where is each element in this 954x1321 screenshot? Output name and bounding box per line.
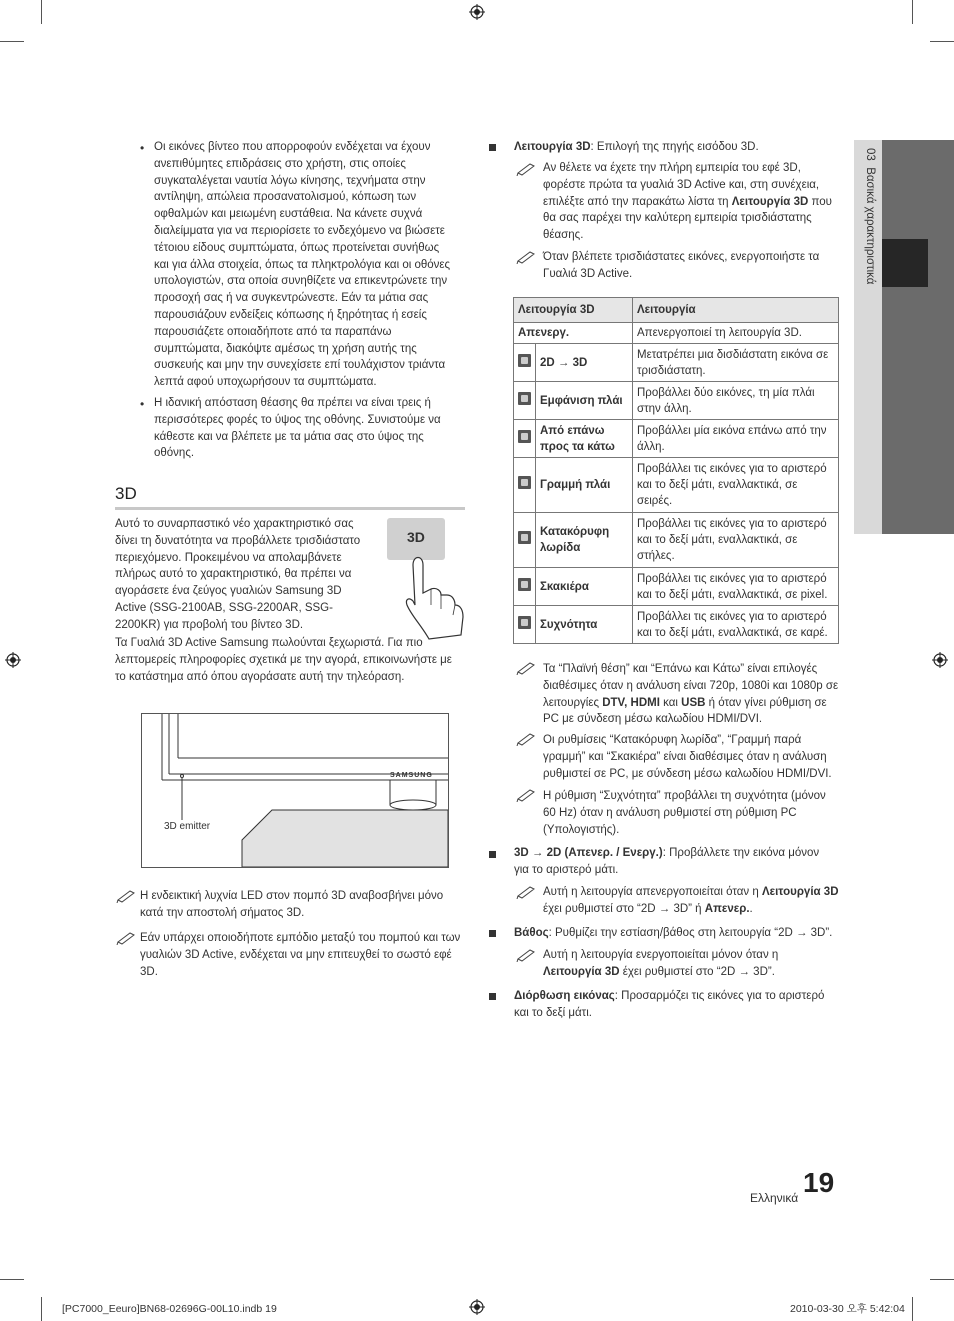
table-row: [514, 606, 839, 644]
note-text-part: .: [749, 902, 753, 915]
note-text-part: και: [659, 696, 682, 709]
table-cell-mode: Απενεργ.: [514, 323, 633, 344]
bullet-paragraph: Η ιδανική απόσταση θέασης θα πρέπει να είναι τρεις ή περισσότερες φορές το ύψος της οθόνης. Συνιστούμε να κάθεστε και να βλέπετε με τα μάτια σας στο ύψος της οθόνης.: [154, 397, 441, 460]
square-bullet-icon: [489, 144, 496, 151]
intro-paragraph-2: Τα Γυαλιά 3D Active Samsung πωλούνται ξεχωριστά. Για πιο λεπτομερείς πληροφορίες σχετικά με την αγορά, επικοινωνήστε με το κατάστημα από όπου αγοράσατε αυτή την τηλεόραση.: [115, 637, 452, 683]
menu-item-depth: [514, 925, 840, 942]
menu-item-text: : Προσαρμόζει τις εικόνες για το αριστερό και το δεξί μάτι.: [514, 990, 825, 1019]
menu-item-label: Διόρθωση εικόνας: [514, 990, 615, 1002]
table-header-cell: Λειτουργία 3D: [514, 298, 633, 323]
note-text-bold: Απενερ.: [704, 902, 750, 915]
note-text: Οι ρυθμίσεις “Κατακόρυφη λωρίδα”, “Γραμμή παρά γραμμή” και “Σκακιέρα” είναι διαθέσιμες όταν η ανάλυση ρυθμιστεί σε PC, με σύνδεση μέσω καλωδίου HDMI/DVI.: [543, 734, 832, 780]
crop-mark: [930, 41, 954, 42]
print-file-info: [PC7000_Eeuro]BN68-02696G-00L10.indb 19: [62, 1303, 277, 1315]
note-icon: [516, 661, 538, 675]
crop-mark: [930, 1279, 954, 1280]
square-bullet-icon: [489, 851, 496, 858]
table-row: [514, 568, 839, 606]
table-cell-desc: Προβάλλει τις εικόνες για το αριστερό και το δεξί μάτι, εναλλακτικά, σε καρέ.: [633, 606, 839, 644]
bullet-paragraph: Οι εικόνες βίντεο που απορροφούν ενδέχεται να έχουν ανεπιθύμητες επιδράσεις στο χρήστη, στις οποίες συγκαταλέγεται ναυτία λόγω κίνησης, τεχνήματα στην αντίληψη, απώλεια προσανατολισμού, κόπωση των οφθαλμών και μειωμένη ευστάθεια. Να κάνετε συχνά διαλείμματα για να περιορίσετε το ενδεχόμενο να βιώσετε τέτοιου είδους συμπτώματα, όπως προτείνεται συνήθως και για άλλα στοιχεία, όπως τα πληκτρολόγια και οι οθόνες υπολογιστών, στα οποία συνηθίζετε να επικεντρώνετε την προσοχή σας ή να συγκεντρώνεστε. Εάν τα μάτια σας παρουσιάζουν ενδείξεις κόπωσης ή ξηρότητας ή εσείς παρουσιάζετε οποιαδήποτε από τα παραπάνω συμπτώματα, διακόψτε αμέσως τη χρήση αυτής της συσκευής και μην την συνεχίσετε επί τουλάχιστον τριάντα λεπτά αφού υποχωρήσουν τα συμπτώματα.: [154, 141, 451, 389]
note-icon: [516, 732, 538, 746]
table-cell-desc: Προβάλλει τις εικόνες για το αριστερό και το δεξί μάτι, εναλλακτικά, σε στήλες.: [633, 513, 839, 568]
note-icon: [516, 250, 538, 264]
tv-brand-logo: SAMSUNG: [390, 772, 433, 779]
page-number: 19: [803, 1167, 835, 1198]
table-cell-mode: Γραμμή πλάι: [536, 458, 633, 513]
square-bullet-icon: [489, 993, 496, 1000]
note-icon: [116, 889, 138, 903]
page-language: Ελληνικά: [750, 1191, 799, 1205]
square-bullet-icon: [489, 930, 496, 937]
note-text-part: ή όταν γίνει ρύθμιση σε PC με σύνδεση μέσω καλωδίου HDMI/DVI.: [543, 696, 827, 726]
menu-item-text: : Προβάλλετε την εικόνα μόνον για το αριστερό μάτι.: [514, 847, 820, 876]
note-text-bold: Λειτουργία 3D: [731, 195, 809, 208]
side-by-side-icon: [518, 392, 531, 405]
note-text: Εάν υπάρχει οποιοδήποτε εμπόδιο μεταξύ του πομπού και των γυαλιών 3D Active, ενδέχεται να μην επιτευχθεί το σωστό εφέ 3D.: [140, 932, 461, 978]
section-divider: [115, 507, 465, 510]
3d-mode-table: [513, 297, 839, 644]
table-row: [514, 323, 839, 344]
checkerboard-icon: [518, 578, 531, 591]
note-text: Όταν βλέπετε τρισδιάστατες εικόνες, ενεργοποιήστε τα Γυαλιά 3D Active.: [543, 251, 820, 280]
2d-to-3d-icon: [518, 354, 531, 367]
menu-item-3d-to-2d: [514, 845, 834, 879]
crop-mark: [41, 1297, 42, 1321]
note-text-part: έχει ρυθμιστεί στο “2D → 3D”.: [619, 965, 775, 978]
menu-item-text: : Ρυθμίζει την εστίαση/βάθος στη λειτουργία “2D → 3D”.: [548, 927, 833, 939]
note-text-part: έχει ρυθμιστεί στο “2D → 3D” ή: [543, 902, 705, 915]
note-icon: [516, 885, 538, 899]
note-text: [543, 160, 840, 244]
crop-mark: [912, 0, 913, 24]
note-text-part: Αν θέλετε να έχετε την πλήρη εμπειρία του εφέ 3D, φορέστε πρώτα τα γυαλιά 3D Active και, στη συνέχεια, επιλέξτε από την παρακάτω λίστα τη: [543, 162, 820, 208]
tv-illustration: [142, 714, 448, 867]
mode-heading-text: : Επιλογή της πηγής εισόδου 3D.: [590, 141, 759, 153]
emitter-label: 3D emitter: [164, 821, 211, 832]
crop-mark: [41, 0, 42, 24]
note-text-part: Τα “Πλαϊνή θέση” και “Επάνω και Κάτω” είναι επιλογές διαθέσιμες όταν η ανάλυση είναι 720p, 1080i και 1080p σε λειτουργίες: [543, 663, 839, 709]
line-by-line-icon: [518, 476, 531, 489]
note-icon: [116, 931, 138, 945]
table-row: [514, 344, 839, 382]
table-row: [514, 382, 839, 420]
table-cell-desc: Προβάλλει τις εικόνες για το αριστερό και το δεξί μάτι, εναλλακτικά, σε σειρές.: [633, 458, 839, 513]
frequency-icon: [518, 616, 531, 629]
3d-button-illustration: [385, 515, 470, 643]
bullet-icon: •: [140, 397, 145, 411]
registration-mark-icon: [469, 1299, 485, 1315]
crop-mark: [912, 1297, 913, 1321]
table-row: [514, 458, 839, 513]
print-timestamp: 2010-03-30 오후 5:42:04: [790, 1303, 905, 1315]
vertical-stripe-icon: [518, 531, 531, 544]
table-header-cell: Λειτουργία: [633, 298, 839, 323]
top-bottom-icon: [518, 430, 531, 443]
crop-mark: [0, 41, 24, 42]
table-cell-desc: Προβάλλει τις εικόνες για το αριστερό και το δεξί μάτι, εναλλακτικά, σε pixel.: [633, 568, 839, 606]
chapter-tab-bar: [882, 140, 954, 534]
chapter-tab-label: [861, 148, 878, 284]
chapter-number: 03: [863, 148, 876, 161]
table-row: [514, 420, 839, 458]
note-text: [543, 661, 841, 728]
menu-item-label: 3D → 2D (Απενερ. / Ενεργ.): [514, 847, 663, 859]
mode-heading: [514, 139, 840, 156]
registration-mark-icon: [5, 652, 21, 668]
note-text-bold: Λειτουργία 3D: [761, 886, 839, 898]
chapter-tab-marker: [882, 239, 928, 287]
note-icon: [516, 948, 538, 962]
note-text-part: Αυτή η λειτουργία απενεργοποιείται όταν η: [543, 886, 762, 898]
table-cell-mode: Κατακόρυφη λωρίδα: [536, 513, 633, 568]
note-text: Η ενδεικτική λυχνία LED στον πομπό 3D αναβοσβήνει μόνο κατά την αποστολή σήματος 3D.: [140, 890, 444, 919]
table-header-row: [514, 298, 839, 323]
registration-mark-icon: [932, 652, 948, 668]
table-cell-mode: 2D → 3D: [536, 344, 633, 382]
section-title: 3D: [115, 484, 137, 503]
registration-mark-icon: [469, 4, 485, 20]
table-row: [514, 513, 839, 568]
bullet-icon: •: [140, 141, 145, 155]
intro-paragraph: Αυτό το συναρπαστικό νέο χαρακτηριστικό σας δίνει τη δυνατότητα να προβάλλετε τρισδιάστατο περιεχόμενο. Προκειμένου να απολαμβάνετε πλήρως αυτό το χαρακτηριστικό, θα πρέπει να αγοράσετε ένα ζεύγος γυαλιών Samsung 3D Active (SSG-2100AB, SSG-2200AR, SSG-2200KR) για προβολή του βίντεο 3D.: [115, 518, 361, 631]
3d-button-label: 3D: [407, 529, 425, 545]
table-cell-desc: Μετατρέπει μια δισδιάστατη εικόνα σε τρισδιάστατη.: [633, 344, 839, 382]
note-text: [543, 884, 840, 918]
note-text-part: Αυτή η λειτουργία ενεργοποιείται μόνον όταν η: [543, 949, 779, 961]
note-text-bold: DTV, HDMI: [602, 696, 660, 709]
note-text-bold: Λειτουργία 3D: [543, 965, 620, 978]
menu-item-label: Βάθος: [514, 927, 549, 939]
note-text-part: που θα σας παρέχει την καλύτερη εμπειρία τρισδιάστατης θέασης.: [543, 195, 832, 242]
note-icon: [516, 788, 538, 802]
table-cell-mode: Από επάνω προς τα κάτω: [536, 420, 633, 458]
note-text-bold: USB: [681, 696, 706, 709]
table-cell-mode: Σκακιέρα: [536, 568, 633, 606]
menu-item-image-correction: [514, 988, 840, 1022]
note-icon: [516, 162, 538, 176]
table-cell-mode: Εμφάνιση πλάι: [536, 382, 633, 420]
table-cell-desc: Απενεργοποιεί τη λειτουργία 3D.: [633, 323, 839, 344]
table-cell-mode: Συχνότητα: [536, 606, 633, 644]
crop-mark: [0, 1279, 24, 1280]
note-text: [543, 947, 840, 981]
table-cell-desc: Προβάλλει δύο εικόνες, τη μία πλάι στην άλλη.: [633, 382, 839, 420]
table-cell-desc: Προβάλλει μία εικόνα επάνω από την άλλη.: [633, 420, 839, 458]
note-text: Η ρύθμιση “Συχνότητα” προβάλλει τη συχνότητα (μόνον 60 Hz) όταν η ανάλυση ρυθμιστεί στη ρύθμιση PC (Υπολογιστής).: [543, 790, 826, 836]
chapter-title: Βασικά χαρακτηριστικά: [863, 167, 876, 285]
mode-heading-label: Λειτουργία 3D: [514, 141, 591, 153]
